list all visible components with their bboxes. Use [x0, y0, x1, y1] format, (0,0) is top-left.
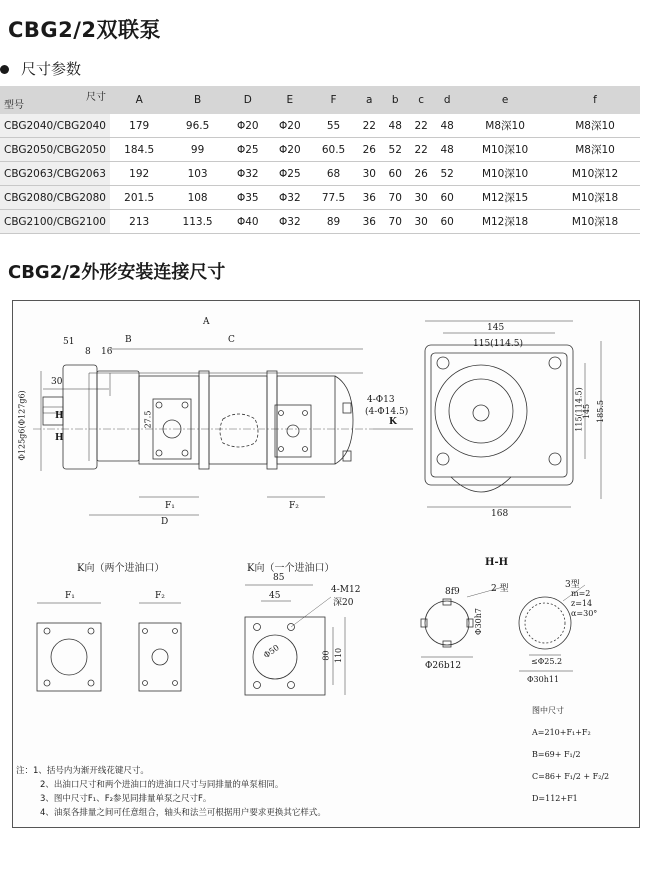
- notes-block: [16, 764, 326, 820]
- column-header: f: [550, 86, 640, 114]
- formula-block: [532, 700, 609, 810]
- table-cell: Φ20: [227, 114, 269, 138]
- dim-145: 145: [487, 323, 505, 333]
- table-cell: 113.5: [168, 210, 226, 234]
- hh-8f9: 8f9: [445, 587, 460, 597]
- dim-a: A: [203, 317, 210, 327]
- table-cell: Φ32: [227, 162, 269, 186]
- formula-a: A=210+F₁+F₂: [532, 728, 591, 737]
- column-header: b: [382, 86, 408, 114]
- page-title: CBG2/2双联泵: [8, 18, 162, 42]
- model-cell: CBG2050/CBG2050: [0, 138, 110, 162]
- table-cell: 52: [382, 138, 408, 162]
- column-header: a: [356, 86, 382, 114]
- table-cell: 108: [168, 186, 226, 210]
- table-cell: 48: [382, 114, 408, 138]
- table-cell: 213: [110, 210, 168, 234]
- side-view: [33, 349, 373, 515]
- k-one-title: K向（一个进油口）: [247, 563, 335, 574]
- dim-shaft-dia: Φ125g6(Φ127g6): [17, 390, 27, 461]
- k-one-110: 110: [334, 647, 344, 664]
- section-heading-text: 尺寸参数: [21, 60, 82, 78]
- table-cell: 48: [434, 114, 460, 138]
- hh-type3: 3型: [565, 580, 580, 590]
- table-cell: 70: [382, 210, 408, 234]
- k-one-85: 85: [273, 573, 285, 583]
- corner-row-label: 型号: [4, 100, 24, 111]
- hh-25-2: ≤Φ25.2: [531, 657, 563, 666]
- dim-27-5: 27.5: [143, 410, 153, 429]
- table-cell: 52: [434, 162, 460, 186]
- table-header-row: [0, 86, 640, 114]
- formula-c: C=86+ F₁/2 + F₂/2: [532, 772, 610, 781]
- dim-51: 51: [63, 337, 75, 347]
- column-header: d: [434, 86, 460, 114]
- table-cell: 60: [434, 210, 460, 234]
- k-view-one: [245, 585, 345, 695]
- dim-c: C: [228, 335, 235, 345]
- k-two-title: K向（两个进油口）: [77, 563, 165, 574]
- note-2: 2、出油口尺寸和两个进油口的进油口尺寸与同排量的单泵相同。: [40, 780, 284, 790]
- table-cell: 36: [356, 210, 382, 234]
- model-cell: CBG2080/CBG2080: [0, 186, 110, 210]
- dim-b: B: [125, 335, 132, 345]
- table-cell: Φ32: [269, 210, 311, 234]
- table-cell: Φ20: [269, 114, 311, 138]
- bullet-icon: [0, 65, 9, 74]
- hh-title: H-H: [485, 557, 509, 568]
- formula-heading: 图中尺寸: [532, 706, 564, 715]
- h-bot: H: [55, 433, 64, 443]
- table-cell: M12深18: [460, 210, 550, 234]
- formula-d: D=112+F1: [532, 794, 578, 803]
- k-one-depth: 深20: [333, 598, 354, 608]
- k-one-m12: 4-M12: [331, 585, 361, 595]
- table-cell: 70: [382, 186, 408, 210]
- model-cell: CBG2100/CBG2100: [0, 210, 110, 234]
- k-two-f2: F₂: [155, 591, 165, 601]
- table-cell: M8深10: [460, 114, 550, 138]
- table-cell: M10深10: [460, 162, 550, 186]
- corner-col-label: 尺寸: [86, 92, 106, 103]
- column-header: e: [460, 86, 550, 114]
- model-cell: CBG2040/CBG2040: [0, 114, 110, 138]
- drawing-title: CBG2/2外形安装连接尺寸: [8, 262, 226, 283]
- k-arrow-label: K: [389, 417, 397, 427]
- table-cell: 99: [168, 138, 226, 162]
- column-header: E: [269, 86, 311, 114]
- table-cell: 96.5: [168, 114, 226, 138]
- table-cell: Φ32: [269, 186, 311, 210]
- dim-v115: 115(114.5): [574, 387, 584, 432]
- dim-8: 8: [85, 347, 91, 357]
- dim-168: 168: [491, 509, 509, 519]
- table-row: [0, 186, 640, 210]
- dim-holes-alt: (4-Φ14.5): [365, 407, 409, 417]
- table-cell: Φ25: [227, 138, 269, 162]
- table-cell: 30: [356, 162, 382, 186]
- section-heading: [0, 58, 81, 79]
- table-cell: M10深18: [550, 186, 640, 210]
- table-cell: 201.5: [110, 186, 168, 210]
- table-cell: 68: [311, 162, 356, 186]
- table-cell: M10深12: [550, 162, 640, 186]
- table-cell: 36: [356, 186, 382, 210]
- h-top: H: [55, 411, 64, 421]
- table-cell: Φ35: [227, 186, 269, 210]
- table-cell: 22: [356, 114, 382, 138]
- table-cell: 103: [168, 162, 226, 186]
- k-two-f1: F₁: [65, 591, 75, 601]
- column-header: F: [311, 86, 356, 114]
- table-cell: M8深10: [550, 138, 640, 162]
- dim-holes: 4-Φ13: [367, 395, 395, 405]
- table-row: [0, 210, 640, 234]
- table-cell: 77.5: [311, 186, 356, 210]
- table-cell: M10深10: [460, 138, 550, 162]
- note-3: 3、图中尺寸F₁、F₂参见同排量单泵之尺寸F。: [40, 794, 212, 804]
- column-header: D: [227, 86, 269, 114]
- dimension-table: [0, 86, 640, 234]
- dim-115: 115(114.5): [473, 339, 523, 349]
- dim-v145: 145: [582, 403, 592, 420]
- table-cell: 60: [382, 162, 408, 186]
- column-header: c: [408, 86, 434, 114]
- column-header: A: [110, 86, 168, 114]
- k-one-50: Φ50: [261, 643, 281, 660]
- table-cell: Φ20: [269, 138, 311, 162]
- table-cell: Φ25: [269, 162, 311, 186]
- table-cell: M12深15: [460, 186, 550, 210]
- k-one-80: 80: [321, 650, 331, 661]
- table-row: [0, 162, 640, 186]
- table-cell: M10深18: [550, 210, 640, 234]
- hh-z: z=14: [571, 599, 593, 608]
- table-cell: 30: [408, 210, 434, 234]
- table-cell: 30: [408, 186, 434, 210]
- dim-d: D: [161, 517, 169, 527]
- table-cell: 60: [434, 186, 460, 210]
- table-cell: 48: [434, 138, 460, 162]
- table-cell: 26: [356, 138, 382, 162]
- hh-30h7: Φ30h7: [473, 608, 483, 635]
- hh-m: m=2: [571, 589, 591, 598]
- table-cell: 22: [408, 114, 434, 138]
- dim-v185: 185.5: [595, 400, 605, 423]
- table-cell: 184.5: [110, 138, 168, 162]
- dim-16: 16: [101, 347, 113, 357]
- table-cell: 26: [408, 162, 434, 186]
- model-cell: CBG2063/CBG2063: [0, 162, 110, 186]
- table-cell: 192: [110, 162, 168, 186]
- hh-30h11: Φ30h11: [527, 675, 560, 684]
- column-header: B: [168, 86, 226, 114]
- table-cell: M8深10: [550, 114, 640, 138]
- table-row: [0, 114, 640, 138]
- k-one-45: 45: [269, 591, 281, 601]
- table-cell: 179: [110, 114, 168, 138]
- table-row: [0, 138, 640, 162]
- table-cell: 55: [311, 114, 356, 138]
- formula-b: B=69+ F₁/2: [532, 750, 581, 759]
- dim-f1: F₁: [165, 501, 175, 511]
- hh-alpha: α=30°: [571, 609, 598, 618]
- k-view-two: [37, 603, 181, 691]
- hh-type2: 2 型: [491, 584, 509, 594]
- table-cell: Φ40: [227, 210, 269, 234]
- dim-f2: F₂: [289, 501, 299, 511]
- hh-26b12: Φ26b12: [425, 661, 462, 671]
- table-corner-header: [0, 86, 110, 114]
- table-cell: 60.5: [311, 138, 356, 162]
- note-1: 注：1、括号内为渐开线花键尺寸。: [16, 766, 149, 776]
- table-cell: 22: [408, 138, 434, 162]
- dim-30: 30: [51, 377, 63, 387]
- table-cell: 89: [311, 210, 356, 234]
- note-4: 4、油泵各排量之间可任意组合，轴头和法兰可根据用户要求更换其它样式。: [40, 808, 326, 818]
